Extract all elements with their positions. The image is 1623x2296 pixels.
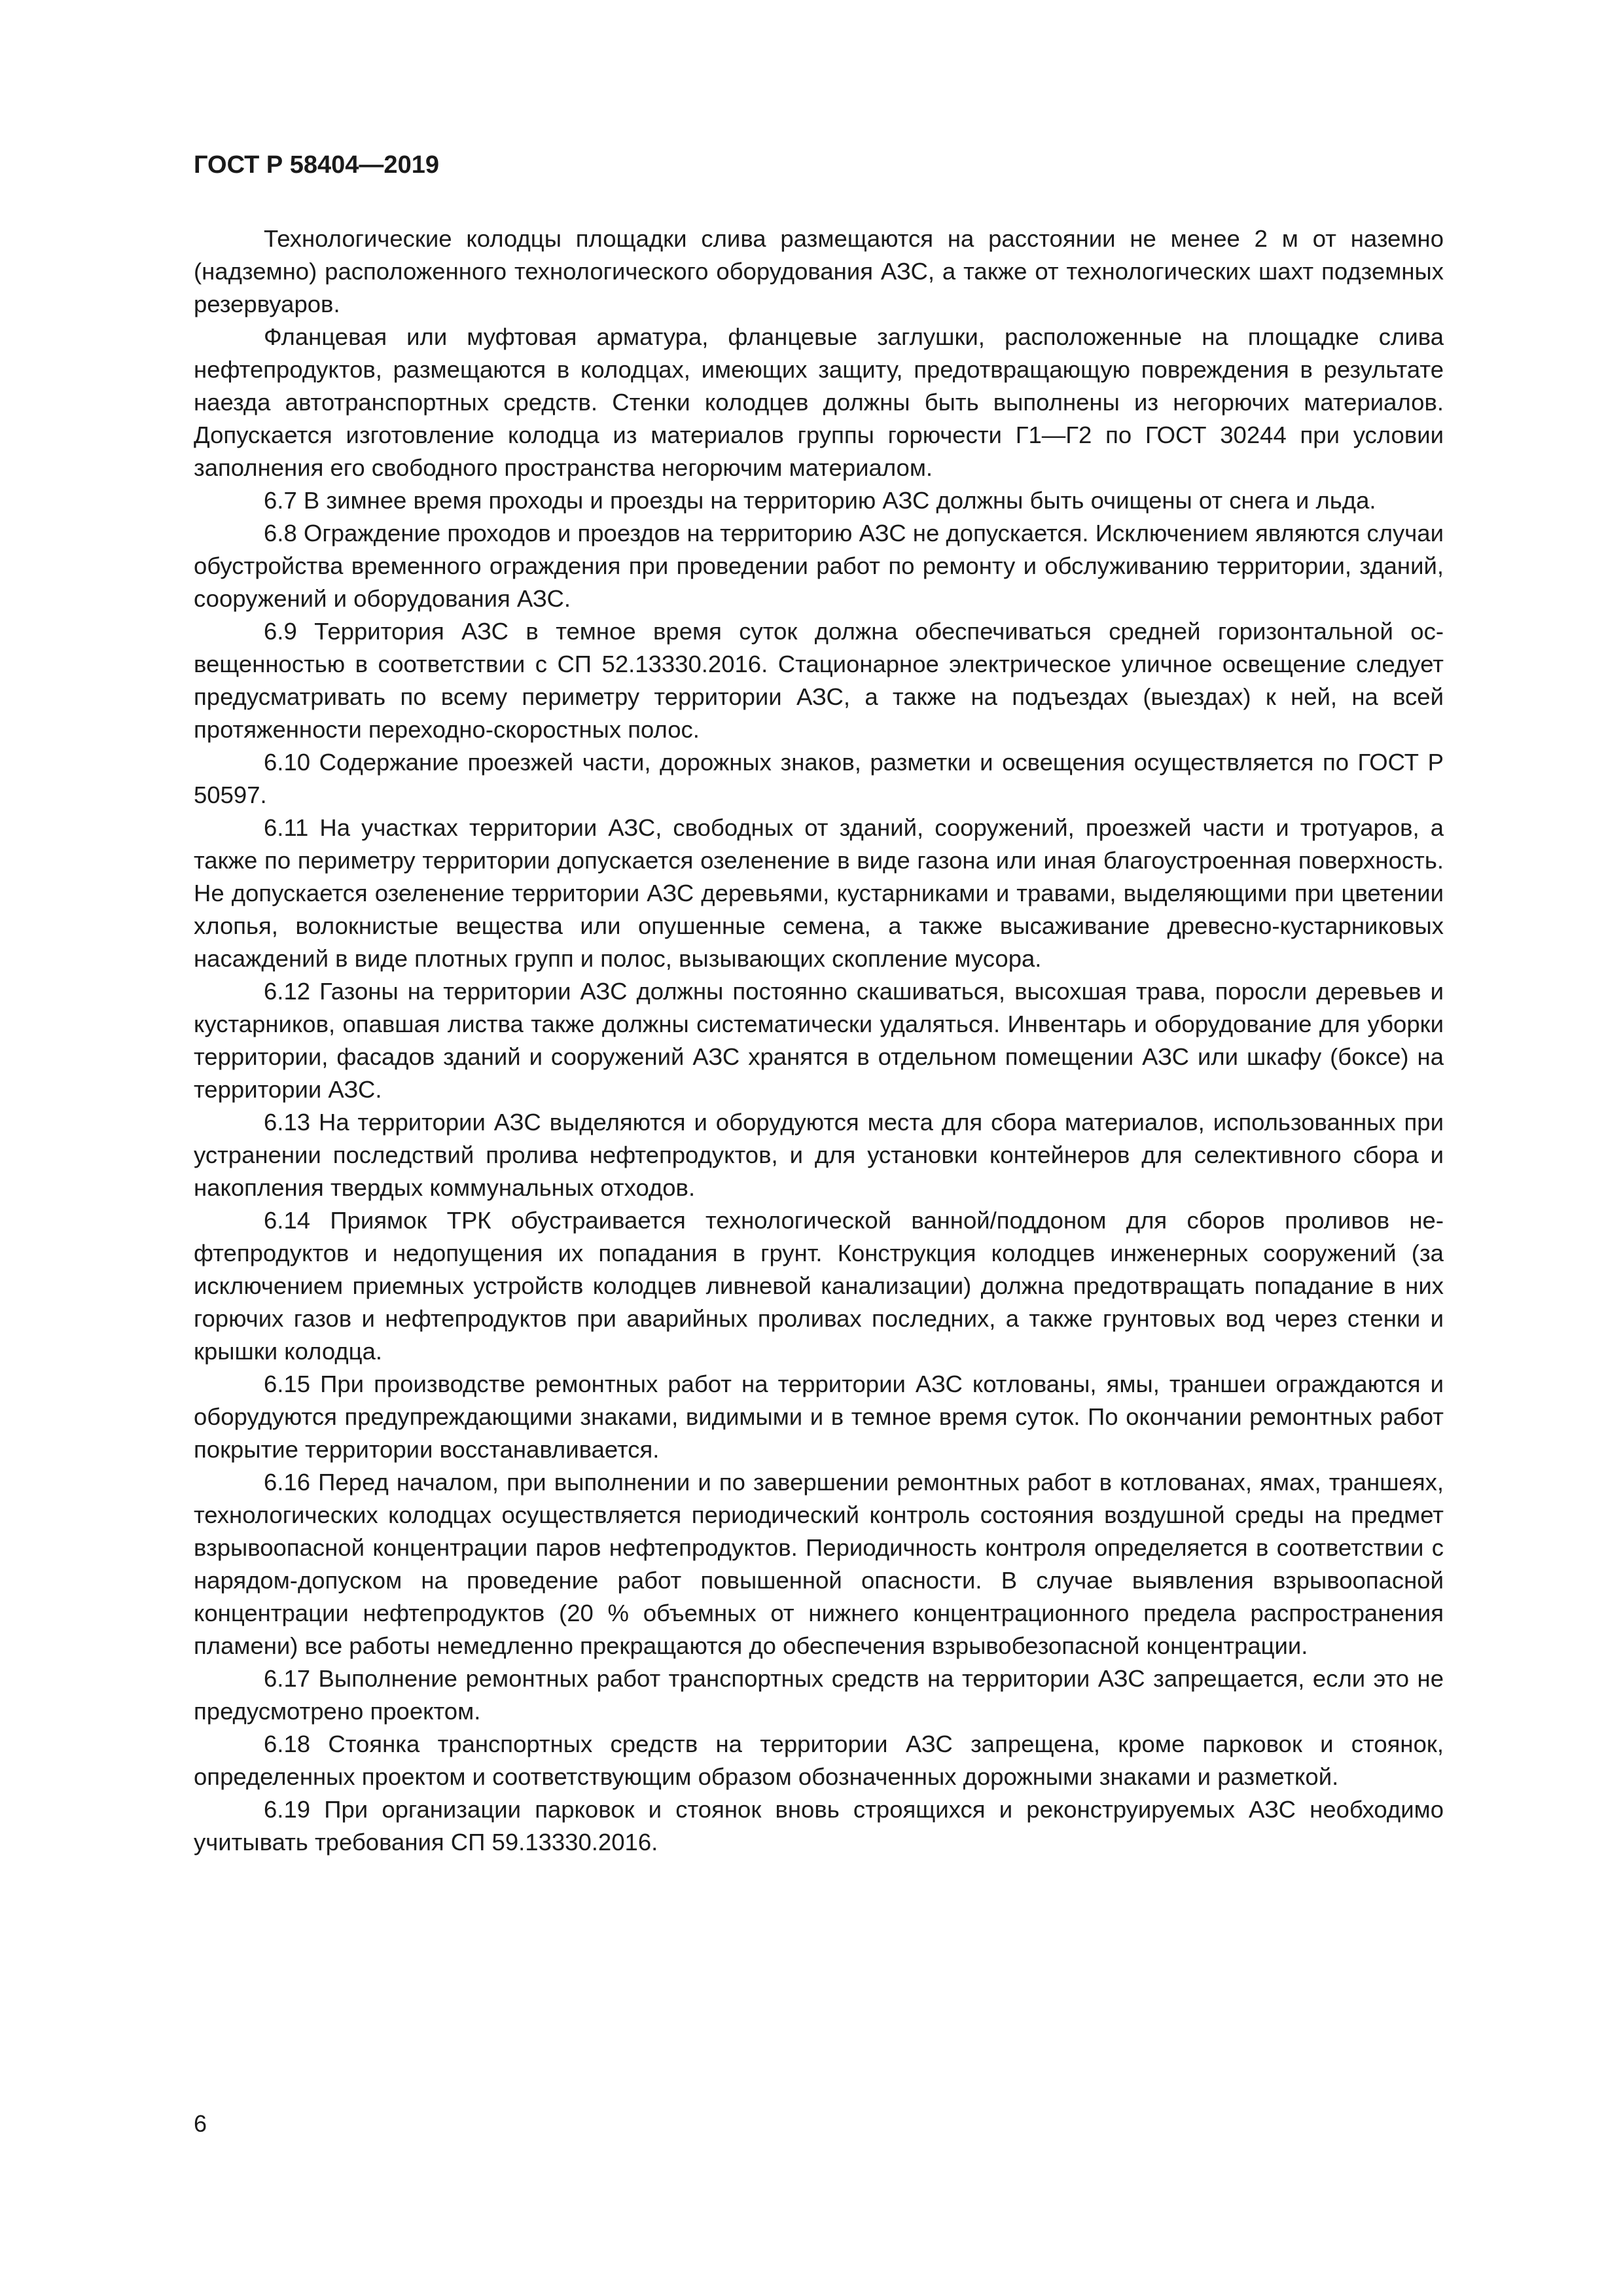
paragraph-6-13: 6.13 На территории АЗС выделяются и оборудуются места для сбора материалов, использованных при устранении последствий пролива нефтепродуктов, и для установки контейнеров для селективного сбора и накопления твердых коммунальных отходов. (194, 1109, 1444, 1201)
paragraph-6-10: 6.10 Содержание проезжей части, дорожных знаков, разметки и освещения осуществляется по ГОСТ Р 50597. (194, 749, 1444, 808)
paragraph-6-19: 6.19 При организации парковок и стоянок вновь строящихся и реконструируемых АЗС необходимо учитывать требования СП 59.13330.2016. (194, 1796, 1444, 1856)
paragraph: Технологические колодцы площадки слива размещаются на расстоянии не менее 2 м от наземно (надземно) расположенного технологического оборудования АЗС, а также от технологических шахт подземных резервуаров. (194, 225, 1444, 317)
paragraph-6-15: 6.15 При производстве ремонтных работ на территории АЗС котлованы, ямы, траншеи ограждаются и оборудуются предупреждающими знаками, видимыми и в темное время суток. По окончании ремонтных работ покрытие территории восстанавливается. (194, 1371, 1444, 1463)
paragraph-6-8: 6.8 Ограждение проходов и проездов на территорию АЗС не допускается. Исключением являются случаи обустройства временного ограждения при проведении работ по ремонту и обслуживанию территории, зданий, сооружений и оборудования АЗС. (194, 520, 1444, 612)
paragraph-6-18: 6.18 Стоянка транспортных средств на территории АЗС запрещена, кроме парковок и стоянок, определенных проектом и соответствующим образом обозначенных дорожными знаками и разметкой. (194, 1731, 1444, 1790)
page-number: 6 (194, 2110, 207, 2137)
paragraph-6-12: 6.12 Газоны на территории АЗС должны постоянно скашиваться, высохшая трава, поросли деревьев и кустарников, опавшая листва также должны систематически удаляться. Инвентарь и оборудование для уборки территории, фасадов зданий и сооружений АЗС хранятся в отдельном помещении АЗС или шкафу (боксе) на территории АЗС. (194, 978, 1444, 1103)
paragraph-6-17: 6.17 Выполнение ремонтных работ транспортных средств на территории АЗС запрещается, если это не предусмотрено проектом. (194, 1665, 1444, 1725)
document-body (194, 223, 1444, 1859)
paragraph-6-14: 6.14 Приямок ТРК обустраивается технологической ванной/поддоном для сборов проливов нефтепродуктов и недопущения их попадания в грунт. Конструкция колодцев инженерных сооружений (за исключением приемных устройств колодцев ливневой канализации) должна предотвращать попадание в них горючих газов и нефтепродуктов при аварийных проливах последних, а также грунтовых вод через стенки и крышки колодца. (194, 1207, 1444, 1365)
paragraph-6-16: 6.16 Перед началом, при выполнении и по завершении ремонтных работ в котлованах, ямах, траншеях, технологических колодцах осуществляется периодический контроль состояния воздушной среды на предмет взрывоопасной концентрации паров нефтепродуктов. Периодичность контроля определяется в соответствии с нарядом-допуском на проведение работ повышенной опасности. В случае выявления взрывоопасной концентрации нефтепродуктов (20 % объемных от нижнего концентрационного предела распространения пламени) все работы немедленно прекращаются до обеспечения взрывобезопасной концентрации. (194, 1469, 1444, 1659)
paragraph-6-7: 6.7 В зимнее время проходы и проезды на территорию АЗС должны быть очищены от снега и льда. (264, 487, 1376, 514)
paragraph-6-11: 6.11 На участках территории АЗС, свободных от зданий, сооружений, проезжей части и тротуаров, а также по периметру территории допускается озеленение в виде газона или иная благоустроенная поверхность. Не допускается озеленение территории АЗС деревьями, кустарниками и травами, выделяющими при цветении хлопья, волокнистые вещества или опушенные семена, а также высаживание древесно-кустарниковых насаждений в виде плотных групп и полос, вызывающих скопление мусора. (194, 814, 1444, 972)
document-header: ГОСТ Р 58404—2019 (194, 151, 439, 179)
paragraph-6-9: 6.9 Территория АЗС в темное время суток должна обеспечиваться средней горизонтальной освещенностью в соответствии с СП 52.13330.2016. Стационарное электрическое уличное освещение следует предусматривать по всему периметру территории АЗС, а также на подъездах (выездах) к ней, на всей протяженности переходно-скоростных полос. (194, 618, 1444, 743)
paragraph: Фланцевая или муфтовая арматура, фланцевые заглушки, расположенные на площадке слива нефтепродуктов, размещаются в колодцах, имеющих защиту, предотвращающую повреждения в результате наезда автотранспортных средств. Стенки колодцев должны быть выполнены из негорючих материалов. Допускается изготовление колодца из материалов группы горючести Г1—Г2 по ГОСТ 30244 при условии заполнения его свободного пространства негорючим материалом. (194, 323, 1444, 481)
